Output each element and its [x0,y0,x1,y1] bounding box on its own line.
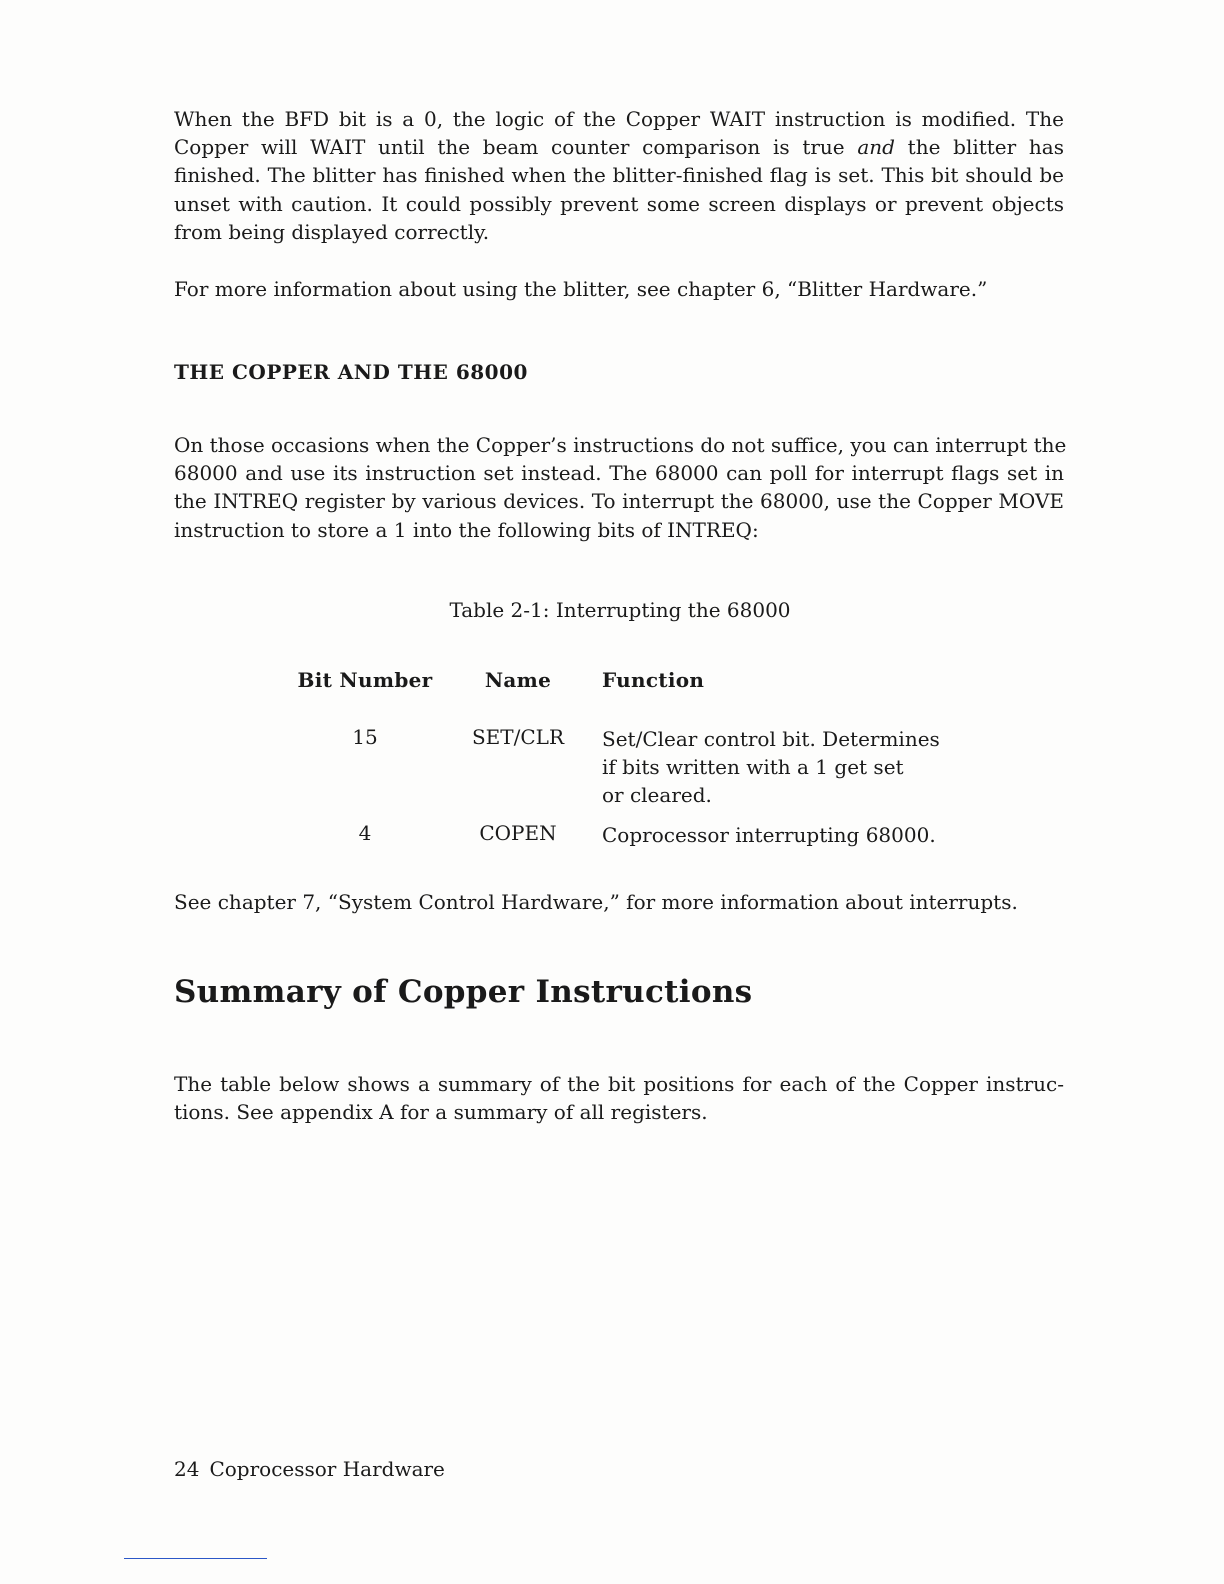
table-header-bit-number: Bit Number [297,668,433,692]
paragraph-line: For more information about using the blitter, see chapter 6, “Blitter Hardware.” [174,277,988,301]
paragraph-line: See chapter 7, “System Control Hardware,” for more information about interrupts. [174,890,1018,914]
paragraph-line: On those occasions when the Copper’s instructions do not suffice, you can interrupt the [174,433,1067,457]
paragraph-line: finished. The blitter has finished when the blitter-finished flag is set. This bit should be [174,163,1064,188]
page-number: 24 [174,1457,200,1481]
table-cell-name: SET/CLR [471,725,565,749]
page-footer [174,1457,445,1481]
table-cell-bit: 15 [352,725,378,749]
section-heading-copper-68000: THE COPPER AND THE 68000 [174,360,528,384]
function-line: or cleared. [602,783,712,808]
function-line: if bits written with a 1 get set [602,755,904,780]
table-cell-function [602,821,982,849]
table-header-function: Function [602,668,705,692]
paragraph-line: instruction to store a 1 into the following bits of INTREQ: [174,517,759,542]
bottom-rule [124,1558,267,1559]
function-line: Coprocessor interrupting 68000. [602,823,936,847]
paragraph-line: When the BFD bit is a 0, the logic of the Copper WAIT instruction is modified. The [174,107,1064,131]
paragraph-line: from being displayed correctly. [174,219,490,244]
function-line: Set/Clear control bit. Determines [602,727,940,751]
paragraph-line: unset with caution. It could possibly prevent some screen displays or prevent objects [174,191,1064,216]
table-cell-bit: 4 [358,821,372,845]
summary-paragraph [174,1070,1064,1126]
bfd-paragraph [174,105,1064,246]
section-heading-summary: Summary of Copper Instructions [174,974,753,1010]
paragraph-line: the INTREQ register by various devices. To interrupt the 68000, use the Copper MOVE [174,489,1064,514]
footer-section-title: Coprocessor Hardware [209,1457,445,1481]
blitter-reference-paragraph [174,275,1064,303]
paragraph-line: The table below shows a summary of the bit positions for each of the Copper instruc- [174,1072,1064,1096]
paragraph-line: Copper will WAIT until the beam counter comparison is true and the blitter has [174,135,1064,160]
paragraph-line: 68000 and use its instruction set instead. The 68000 can poll for interrupt flags set in [174,461,1064,486]
emphasis-and: and [857,135,895,160]
system-reference-paragraph [174,888,1064,916]
interrupt-paragraph [174,431,1067,544]
table-cell-name: COPEN [479,821,557,845]
table-cell-function [602,725,982,810]
table-caption: Table 2-1: Interrupting the 68000 [449,598,791,622]
paragraph-line: tions. See appendix A for a summary of all registers. [174,1100,708,1125]
table-header-name: Name [484,668,552,692]
